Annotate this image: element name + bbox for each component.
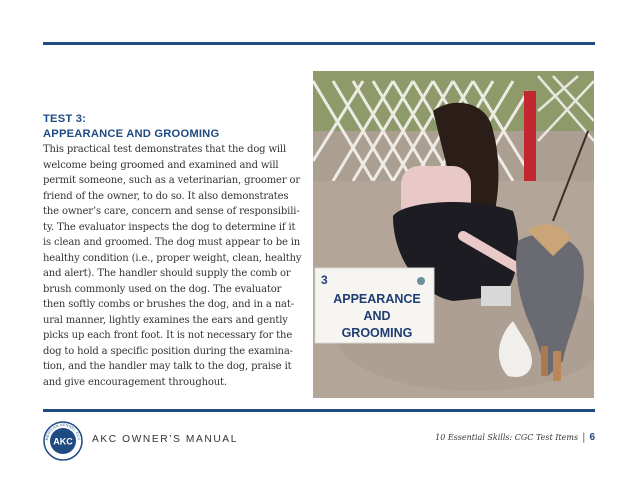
logo-text: AKC xyxy=(53,436,73,447)
description-line: and give encouragement throughout. xyxy=(43,376,227,388)
description-line: then softly combs or brushes the dog, and in a nat- xyxy=(43,299,294,310)
description-line: brush commonly used on the dog. The evaluator xyxy=(43,283,282,295)
description-line: and alert). The handler should supply the comb or xyxy=(43,268,291,279)
description-line: ty. The evaluator inspects the dog to determine if it xyxy=(43,221,296,233)
sign-number: 3 xyxy=(321,273,328,287)
description-line: ural manner, lightly examines the ears and gently xyxy=(43,314,288,326)
photo-illustration xyxy=(313,71,594,398)
page-caption: 10 Essential Skills: CGC Test Items xyxy=(435,433,579,442)
description-line: permit someone, such as a veterinarian, groomer or xyxy=(43,175,300,186)
logo-ring-text: MERICAN KENNEL CLU xyxy=(44,422,82,441)
bottom-rule xyxy=(43,409,595,412)
test-label: TEST 3: xyxy=(43,113,87,125)
test-description xyxy=(43,142,302,390)
description-line: the owner’s care, concern and sense of responsibili- xyxy=(43,206,300,217)
footer-separator: | xyxy=(582,432,586,443)
sign-line-2: AND xyxy=(363,309,391,323)
description-line: friend of the owner, to do so. It also demonstrates xyxy=(43,190,289,202)
description-line: is clean and groomed. The dog must appear to be in xyxy=(43,237,301,248)
description-line: This practical test demonstrates that the dog will xyxy=(43,144,287,155)
grooming-photo xyxy=(313,71,594,398)
akc-seal-icon xyxy=(43,421,83,461)
akc-logo xyxy=(43,421,83,461)
description-line: tion, and the handler may talk to the dog, praise it xyxy=(43,361,292,372)
description-line: picks up each front foot. It is not necessary for the xyxy=(43,330,293,341)
description-line: welcome being groomed and examined and will xyxy=(43,159,279,171)
page-footer xyxy=(435,432,595,443)
sign-line-3: GROOMING xyxy=(341,326,413,340)
manual-title: AKC OWNER’S MANUAL xyxy=(92,434,238,445)
test-section xyxy=(43,112,302,390)
description-line: dog to hold a specific position during the examina- xyxy=(43,345,293,357)
page-number: 6 xyxy=(589,432,595,443)
test-title: APPEARANCE AND GROOMING xyxy=(43,128,220,140)
description-line: healthy condition (i.e., proper weight, clean, healthy xyxy=(43,252,302,264)
sign-line-1: APPEARANCE xyxy=(333,292,421,306)
top-rule xyxy=(43,42,595,45)
